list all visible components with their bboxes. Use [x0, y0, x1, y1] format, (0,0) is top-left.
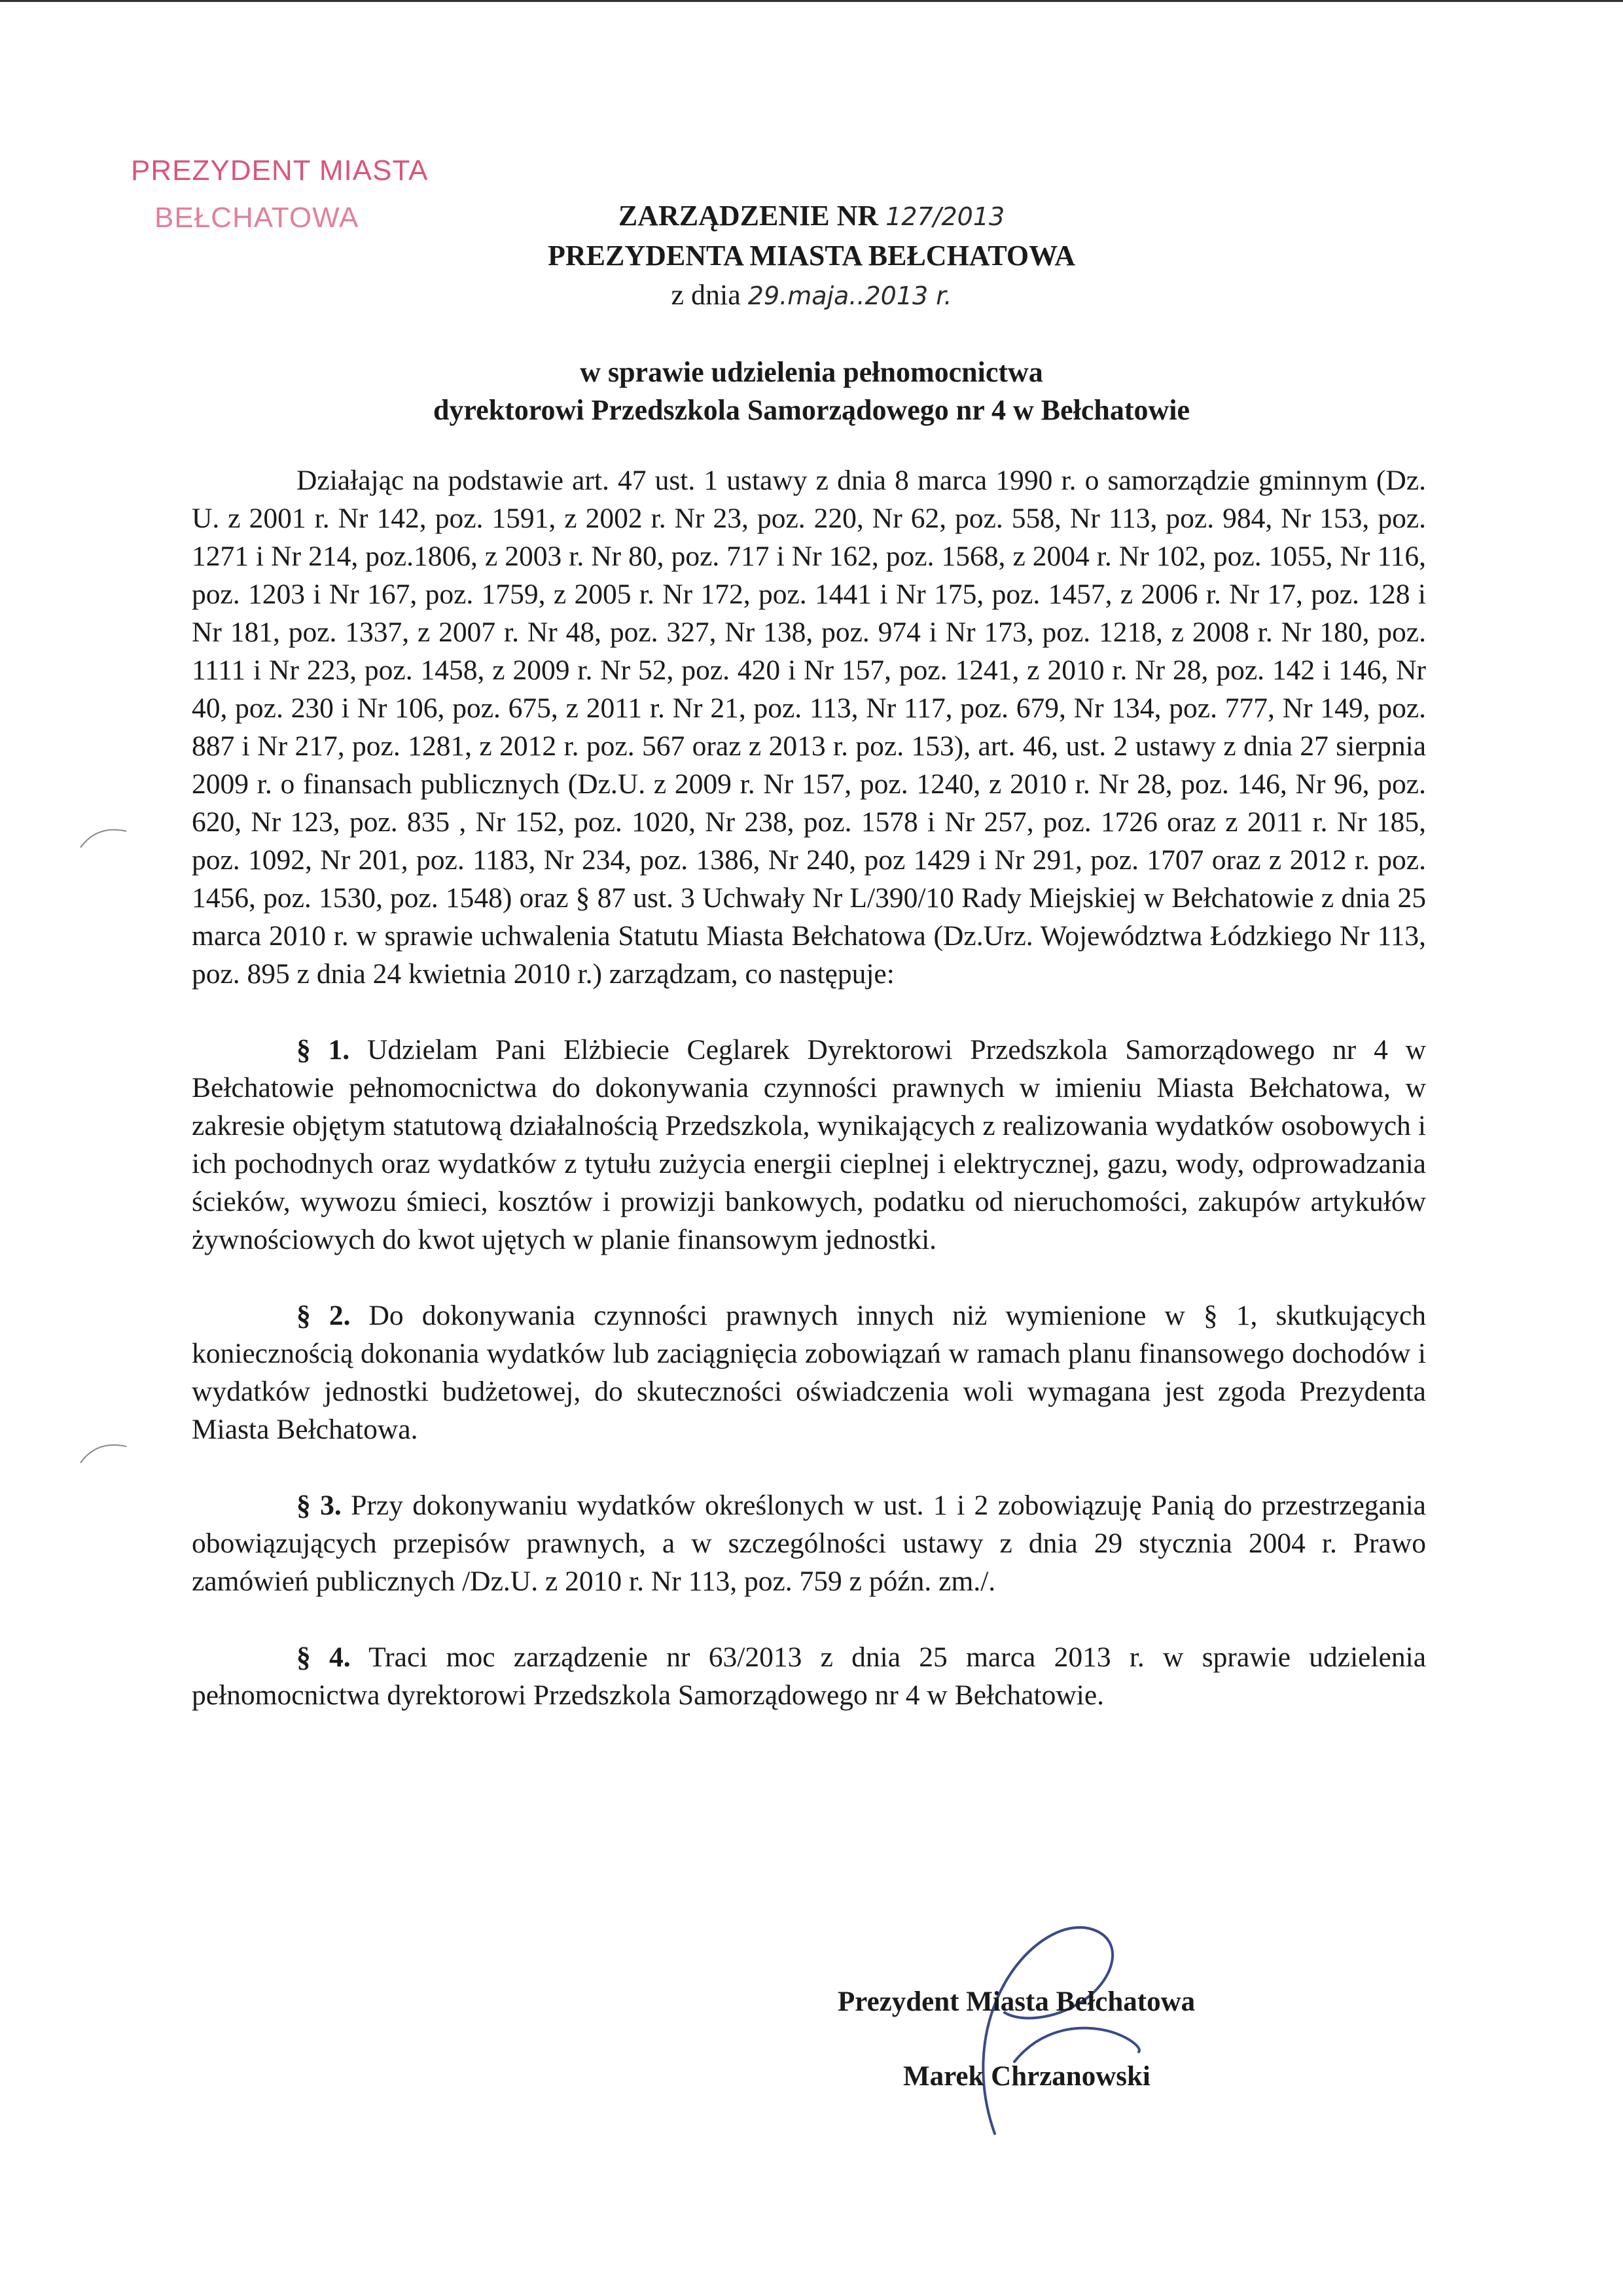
signatory-name: Marek Chrzanowski [903, 2061, 1150, 2092]
subject-line-2: dyrektorowi Przedszkola Samorządowego nr 4 w Bełchatowie [433, 394, 1190, 426]
section-1-label: § 1. [296, 1034, 350, 1066]
section-3-label: § 3. [296, 1490, 342, 1521]
scan-top-edge [0, 0, 1623, 2]
section-2 [192, 1297, 1426, 1448]
binder-hole-mark [77, 825, 130, 851]
section-2-label: § 2. [296, 1300, 351, 1331]
subject-line-1: w sprawie udzielenia pełnomocnictwa [580, 356, 1043, 388]
section-2-text: Do dokonywania czynności prawnych innych niż wymienione w § 1, skutkujących koniecznością dokonania wydatków lub zaciągnięcia zobowiązań w ramach planu finansowego dochodów i wydatków jednostki budżetowej, do skuteczności oświadczenia woli wymagana jest zgoda Prezydenta Miasta Bełchatowa. [192, 1300, 1426, 1445]
section-3-text: Przy dokonywaniu wydatków określonych w ust. 1 i 2 zobowiązuję Panią do przestrzegania obowiązujących przepisów prawnych, a w szczególności ustawy z dnia 29 stycznia 2004 r. Prawo zamówień publicznych /Dz.U. z 2010 r. Nr 113, poz. 759 z późn. zm./. [192, 1490, 1426, 1597]
section-3 [192, 1486, 1426, 1600]
signature-block [838, 1965, 1195, 2114]
handwritten-number: 127/2013 [885, 202, 1005, 231]
document-header [0, 196, 1623, 315]
section-4-text: Traci moc zarządzenie nr 63/2013 z dnia 25 marca 2013 r. w sprawie udzielenia pełnomocnictwa dyrektorowi Przedszkola Samorządowego nr 4 w Bełchatowie. [192, 1641, 1426, 1711]
handwritten-date: 29.maja..2013 r. [747, 281, 952, 310]
document-title [0, 196, 1623, 236]
document-title-line2: PREZYDENTA MIASTA BEŁCHATOWA [547, 240, 1075, 272]
date-prefix: z dnia [671, 279, 741, 311]
section-1 [192, 1031, 1426, 1259]
stamp-line-2: BEŁCHATOWA [154, 202, 359, 234]
section-1-text: Udzielam Pani Elżbiecie Ceglarek Dyrektorowi Przedszkola Samorządowego nr 4 w Bełchatowie pełnomocnictwa do dokonywania czynności prawnych w imieniu Miasta Bełchatowa, w zakresie objętym statutową działalnością Przedszkola, wynikających z realizowania wydatków osobowych i ich pochodnych oraz wydatków z tytułu zużycia energii cieplnej i elektrycznej, gazu, wody, odprowadzania ścieków, wywozu śmieci, kosztów i prowizji bankowych, podatku od nieruchomości, zakupów artykułów żywnościowych do kwot ujętych w planie finansowym jednostki. [192, 1034, 1427, 1255]
stamp-line-1: PREZYDENT MIASTA [131, 154, 429, 187]
document-date [0, 276, 1623, 315]
signatory-title: Prezydent Miasta Bełchatowa [838, 1986, 1196, 2017]
legal-basis-paragraph: Działając na podstawie art. 47 ust. 1 ustawy z dnia 8 marca 1990 r. o samorządzie gminnym (Dz. U. z 2001 r. Nr 142, poz. 1591, z 2002 r. Nr 23, poz. 220, Nr 62, poz. 558, Nr 113, poz. 984, Nr 153, poz. 1271 i Nr 214, poz.1806, z 2003 r. Nr 80, poz. 717 i Nr 162, poz. 1568, z 2004 r. Nr 102, poz. 1055, Nr 116, poz. 1203 i Nr 167, poz. 1759, z 2005 r. Nr 172, poz. 1441 i Nr 175, poz. 1457, z 2006 r. Nr 17, poz. 128 i Nr 181, poz. 1337, z 2007 r. Nr 48, poz. 327, Nr 138, poz. 974 i Nr 173, poz. 1218, z 2008 r. Nr 180, poz. 1111 i Nr 223, poz. 1458, z 2009 r. Nr 52, poz. 420 i Nr 157, poz. 1241, z 2010 r. Nr 28, poz. 142 i 146, Nr 40, poz. 230 i Nr 106, poz. 675, z 2011 r. Nr 21, poz. 113, Nr 117, poz. 679, Nr 134, poz. 777, Nr 149, poz. 887 i Nr 217, poz. 1281, z 2012 r. poz. 567 oraz z 2013 r. poz. 153), art. 46, ust. 2 ustawy z dnia 27 sierpnia 2009 r. o finansach publicznych (Dz.U. z 2009 r. Nr 157, poz. 1240, z 2010 r. Nr 28, poz. 146, Nr 96, poz. 620, Nr 123, poz. 835 , Nr 152, poz. 1020, Nr 238, poz. 1578 i Nr 257, poz. 1726 oraz z 2011 r. Nr 185, poz. 1092, Nr 201, poz. 1183, Nr 234, poz. 1386, Nr 240, poz 1429 i Nr 291, poz. 1707 oraz z 2012 r. poz. 1456, poz. 1530, poz. 1548) oraz § 87 ust. 3 Uchwały Nr L/390/10 Rady Miejskiej w Bełchatowie z dnia 25 marca 2010 r. w sprawie uchwalenia Statutu Miasta Bełchatowa (Dz.Urz. Województwa Łódzkiego Nr 113, poz. 895 z dnia 24 kwietnia 2010 r.) zarządzam, co następuje: [192, 465, 1426, 990]
section-4-label: § 4. [296, 1641, 351, 1673]
title-prefix: ZARZĄDZENIE NR [618, 200, 879, 232]
document-subject [0, 353, 1623, 429]
binder-hole-mark [77, 1440, 130, 1466]
document-body [192, 461, 1426, 1714]
section-4 [192, 1638, 1426, 1714]
